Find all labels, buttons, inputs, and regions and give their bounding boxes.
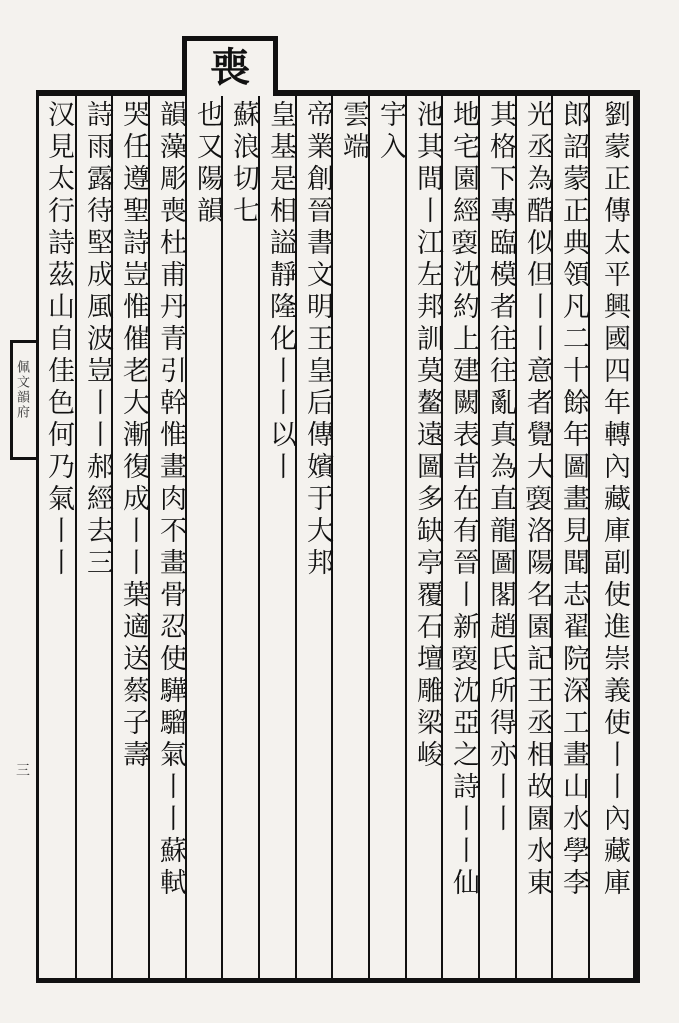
text-column: 汉見太行詩茲山自佳色何乃氣丨丨 [43, 100, 74, 580]
text-column: 也又陽韻 [192, 100, 223, 228]
text-column: 詩雨露待堅成風波豈丨丨郝經去三 [82, 100, 113, 580]
frame-right-rule [633, 90, 640, 983]
head-character: 喪 [210, 44, 250, 91]
text-column: 地宅園經𧜟沈約上建闕表昔在有晉丨新𧜟沈亞之詩丨丨仙 [448, 100, 479, 900]
text-column: 宇入 [375, 100, 406, 164]
margin-title: 佩文韻府 [14, 360, 29, 420]
text-column: 蘇浪切七 [228, 100, 259, 228]
text-column: 光丞為酷似但丨丨意者覺大𧜟洛陽名園記王丞相故園水東 [522, 100, 553, 900]
frame-left-rule [36, 90, 39, 983]
text-column: 哭任遵聖詩豈惟催老大漸復成丨丨葉適送蔡子壽 [118, 100, 149, 772]
text-column: 郎詔蒙正典領凡二十餘年圖畫見聞志翟院深工畫山水學李 [558, 100, 589, 900]
text-column: 帝業創晉書文明王皇后傳嬪于大邦 [302, 100, 333, 580]
frame-bottom-rule [36, 978, 640, 983]
text-column: 劉蒙正傳太平興國四年轉內藏庫副使進崇義使丨丨內藏庫 [599, 100, 630, 900]
text-column: 池其間丨江左邦訓莫鳌遠圖多缺亭覆石壇雕梁峻 [412, 100, 443, 772]
frame-top-rule [36, 90, 640, 96]
text-column: 皇基是相謚靜隆化丨丨以丨 [265, 100, 296, 484]
margin-page-number: 三 [16, 763, 30, 779]
text-column: 其格下專臨模者往往亂真為直龍圖閣趙氏所得亦丨丨 [485, 100, 516, 836]
text-column: 雲端 [338, 100, 369, 164]
column-rule [75, 96, 77, 978]
text-column: 韻藻彫喪杜甫丹青引幹惟畫肉不畫骨忍使驊騮氣丨丨蘇軾 [155, 100, 186, 900]
